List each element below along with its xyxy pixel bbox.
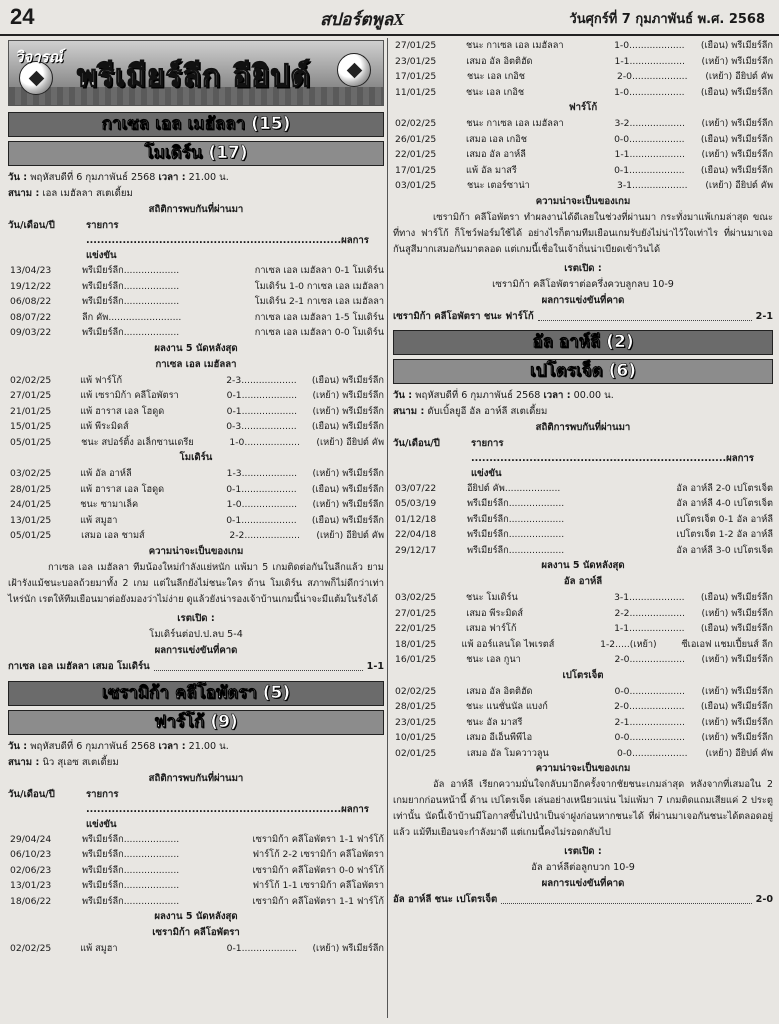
match-date: พฤหัสบดีที่ 6 กุมภาพันธ์ 2568 <box>30 740 156 752</box>
form-row <box>393 163 773 179</box>
form-competition: (เหย้า) อียิปต์ คัพ <box>705 71 773 82</box>
odds-title: เรตเปิด : <box>564 262 602 274</box>
match-venue <box>393 404 773 420</box>
form-opponent: ชนะ กาเซล เอล เมฮัลลา <box>466 40 564 51</box>
h2h-competition: พรีเมียร์ลีก................... <box>82 327 180 338</box>
form-date: 02/02/25 <box>10 943 52 954</box>
h2h-result: กาเซล เอล เมฮัลลา 0-1 โมเดิร์น <box>254 265 384 276</box>
h2h-competition: พรีเมียร์ลีก................... <box>82 296 180 307</box>
form-team-title: ฟาร์โก้ <box>568 102 598 113</box>
form-row <box>8 497 384 513</box>
form-row <box>393 116 773 132</box>
h2h-row <box>393 527 773 543</box>
left-column <box>8 40 384 957</box>
form-opponent: เสมอ เอล เกอิช <box>466 133 527 145</box>
form-row <box>393 132 773 148</box>
form-competition: (เยือน) พรีเมียร์ลีก <box>700 623 773 634</box>
odds-title: เรตเปิด : <box>177 612 215 624</box>
match-date: พฤหัสบดีที่ 6 กุมภาพันธ์ 2568 <box>415 389 541 401</box>
time-label: เวลา : <box>158 740 186 752</box>
form-row <box>8 513 384 529</box>
h2h-date: 05/03/19 <box>395 498 437 509</box>
h2h-date: 19/12/22 <box>10 280 52 292</box>
form-date: 03/02/25 <box>10 468 52 479</box>
h2h-date: 03/07/22 <box>395 482 437 494</box>
form-score: 1-3................... <box>226 468 298 479</box>
form-opponent: ชนะ แนชั่นนัล แบงก์ <box>466 701 548 712</box>
column-divider <box>387 38 388 1018</box>
prediction-row <box>393 309 773 325</box>
h2h-row <box>8 832 384 848</box>
h2h-competition: พรีเมียร์ลีก................... <box>82 849 180 860</box>
form-date: 23/01/25 <box>395 55 437 67</box>
form-row <box>8 435 384 451</box>
form-opponent: เสมอ เอล ชามส์ <box>81 530 145 541</box>
prediction-title: ผลการแข่งขันที่คาด <box>154 644 238 656</box>
form-opponent: ชนะ เอล กูนา <box>466 654 521 665</box>
h2h-result: ฟาร์โก้ 1-1 เซรามิก้า คลีโอพัตรา <box>252 880 384 891</box>
page-header <box>0 0 779 36</box>
h2h-row <box>8 878 384 894</box>
form-row <box>393 652 773 668</box>
time-label: เวลา : <box>543 389 571 401</box>
h2h-result: โมเดิร์น 2-1 กาเซล เอล เมฮัลลา <box>254 296 384 307</box>
form-opponent: ชนะ ซามาเล็ค <box>80 499 139 510</box>
venue-label: สนาม : <box>8 756 40 768</box>
h2h-result: อัล อาห์ลี 3-0 เปโตรเจ็ต <box>676 544 773 556</box>
form-competition: (เหย้า) พรีเมียร์ลีก <box>701 607 774 619</box>
form-row <box>393 69 773 85</box>
form-opponent: ชนะ เอล เกอิช <box>466 86 525 98</box>
home-team-banner: อัล อาห์ลี (2) <box>393 330 773 355</box>
form-competition: (เหย้า) พรีเมียร์ลีก <box>701 685 774 697</box>
form-score: 1-0................... <box>614 86 685 98</box>
h2h-row <box>393 481 773 497</box>
outlook-text: เซรามิก้า คลีโอพัตรา ทำผลงานได้ดีเลยในช่วงที่ผ่านมา กระทั่งมาแพ้เกมล่าสุด ขณะที่ทาง ฟาร์โก้ ก็โชว์ฟอร์มใช้ได้ อย่างไรก็ตามทีมเยือนเกมรับยังไม่น่าไว้ใจเท่าไร ที่ผ่านมาเจอกันสูสีมากเสมอกันมาตลอด แต่เกมนี้เชื่อในเจ้าถิ่นน่าเบียดเข้าวินได้ <box>393 211 773 255</box>
form-competition: (เหย้า) อียิปต์ คัพ <box>316 530 385 541</box>
section-banner <box>8 40 384 106</box>
form-competition: (เยือน) พรีเมียร์ลีก <box>700 133 773 145</box>
h2h-competition: ลีก คัพ......................... <box>82 311 182 323</box>
match-time: 21.00 น. <box>188 172 229 183</box>
h2h-row <box>393 496 773 512</box>
date-label: วัน : <box>393 389 413 401</box>
form-row <box>8 528 384 544</box>
prediction-leader <box>154 659 363 671</box>
form-date: 26/01/25 <box>395 133 437 145</box>
form-row <box>393 178 773 194</box>
form-score: 2-1................... <box>614 716 685 728</box>
form-date: 02/02/25 <box>10 374 52 386</box>
form-row <box>393 606 773 622</box>
away-team-banner: ฟาร์โก้ (9) <box>8 710 384 735</box>
form-score: 3-2................... <box>614 118 685 129</box>
h2h-row <box>8 325 384 341</box>
prediction-title: ผลการแข่งขันที่คาด <box>541 294 625 306</box>
h2h-date: 09/03/22 <box>10 327 52 338</box>
h2h-result: โมเดิร์น 1-0 กาเซล เอล เมฮัลลา <box>254 280 384 292</box>
form-date: 21/01/25 <box>10 405 52 417</box>
page-number: 24 <box>10 4 35 29</box>
h2h-result: ฟาร์โก้ 2-2 เซรามิก้า คลีโอพัตรา <box>252 849 384 860</box>
form-row <box>393 746 773 762</box>
prediction-score: 2-1 <box>755 310 773 322</box>
form-date: 05/01/25 <box>10 530 52 541</box>
venue-label: สนาม : <box>393 405 425 417</box>
prediction-row <box>8 659 384 675</box>
form-score: 0-0................... <box>614 133 685 145</box>
home-team-banner: เซรามิก้า คลีโอพัตรา (5) <box>8 681 384 706</box>
form-competition: (เหย้า) พรีเมียร์ลีก <box>701 732 774 743</box>
form-competition: (เยือน) พรีเมียร์ลีก <box>700 164 773 176</box>
form-opponent: ชนะ โมเดิร์น <box>466 592 518 603</box>
form-score: 1-1................... <box>614 623 685 634</box>
time-label: เวลา : <box>158 172 186 183</box>
h2h-result: อัล อาห์ลี 2-0 เปโตรเจ็ต <box>676 482 773 494</box>
h2h-row <box>8 279 384 295</box>
h2h-competition: พรีเมียร์ลีก................... <box>467 529 565 540</box>
form-competition: (เหย้า) พรีเมียร์ลีก <box>312 943 384 954</box>
h2h-date: 29/12/17 <box>395 544 437 556</box>
form-opponent: แพ้ สมูฮา <box>80 514 118 526</box>
away-team-banner: โมเดิร์น (17) <box>8 141 384 166</box>
form-date: 03/01/25 <box>395 180 437 191</box>
form-score: 0-0................... <box>614 685 685 697</box>
h2h-col-result: รายการ ......................................................................ผลการแข่งขัน <box>471 437 754 479</box>
h2h-result: เปโตรเจ็ต 1-2 อัล อาห์ลี <box>676 529 773 540</box>
h2h-row <box>8 863 384 879</box>
form-score: 0-1................... <box>226 390 298 401</box>
h2h-date: 06/08/22 <box>10 296 52 307</box>
form-competition: (เหย้า) พรีเมียร์ลีก <box>701 118 774 129</box>
form-title: ผลงาน 5 นัดหลังสุด <box>154 342 238 354</box>
form-date: 16/01/25 <box>395 654 437 665</box>
h2h-result: กาเซล เอล เมฮัลลา 1-5 โมเดิร์น <box>254 311 384 323</box>
h2h-competition: พรีเมียร์ลีก................... <box>467 544 565 556</box>
form-competition: (เหย้า) พรีเมียร์ลีก <box>312 499 384 510</box>
form-date: 27/01/25 <box>395 40 437 51</box>
form-title: ผลงาน 5 นัดหลังสุด <box>541 560 625 571</box>
form-score: 2-0................... <box>614 701 685 712</box>
form-date: 02/01/25 <box>395 747 437 759</box>
h2h-competition: พรีเมียร์ลีก................... <box>82 864 180 876</box>
away-team-banner: เปโตรเจ็ต (6) <box>393 359 773 384</box>
banner-headline: พรีเมียร์ลีก อียิปต์ <box>77 59 311 94</box>
form-opponent: แพ้ ออร์แลนโด ไพเรตส์ <box>461 638 555 650</box>
form-score: 1-0................... <box>614 40 685 51</box>
form-opponent: แพ้ พีระมิดส์ <box>80 421 129 432</box>
outlook-title: ความน่าจะเป็นของเกม <box>535 763 631 774</box>
form-opponent: ชนะ เตอร์ซาน่า <box>467 180 530 191</box>
venue-name: เอล เมฮัลลา สเตเดี้ยม <box>42 188 133 199</box>
form-opponent: ชนะ เอล เกอิช <box>467 71 526 82</box>
odds-title: เรตเปิด : <box>564 846 602 857</box>
form-competition: (เหย้า) พรีเมียร์ลีก <box>701 55 774 67</box>
form-team-title: เปโตรเจ็ต <box>562 669 604 681</box>
form-row <box>8 482 384 498</box>
h2h-result: เซรามิก้า คลีโอพัตรา 1-1 ฟาร์โก้ <box>252 895 384 907</box>
form-competition: (เยือน) พรีเมียร์ลีก <box>311 421 384 432</box>
outlook-text: อัล อาห์ลี เรียกความมั่นใจกลับมาอีกครั้งจากชัยชนะเกมล่าสุด หลังจากที่เสมอใน 2 เกมยากก่อนหน้านี้ ด้าน เปโตรเจ็ต เล่นอย่างเหนียวแน่น ไม่แพ้มา 7 เกมติดแถมเสียแค่ 2 ประตูเท่านั้น นัดนี้เจ้าบ้านมีโอกาสขึ้นไปนำเป็นจ่าฝูงก่อนหากชนะได้ ที่ผ่านมาเจอกันชนะได้ตลอดอยู่แล้ว แม้ทีมเยือนจะกำลังมาดี แต่เกมนี้คงไม่รอดกลับไป <box>393 779 773 838</box>
form-date: 02/02/25 <box>395 685 437 697</box>
h2h-competition: พรีเมียร์ลีก................... <box>82 833 180 845</box>
banner-kicker: วิจารณ์ <box>15 50 63 66</box>
form-score: 2-0................... <box>617 71 688 82</box>
h2h-date: 29/04/24 <box>10 833 52 845</box>
form-score: 1-1................... <box>614 149 685 160</box>
match-venue <box>8 755 384 771</box>
prediction-score: 2-0 <box>755 894 773 905</box>
form-date: 23/01/25 <box>395 716 437 728</box>
form-opponent: แพ้ ฟาร์โก้ <box>80 374 123 386</box>
date-label: วัน : <box>8 172 28 183</box>
form-opponent: เสมอ อัล อิตติฮัด <box>466 685 533 697</box>
h2h-col-result: รายการ ......................................................................ผลการแข่งขัน <box>86 788 369 830</box>
form-row <box>393 590 773 606</box>
h2h-competition: พรีเมียร์ลีก................... <box>82 280 180 292</box>
form-opponent: เสมอ อัล อิตติฮัด <box>466 55 533 67</box>
form-competition: ซีเอเอฟ แชมเปี้ยนส์ ลีก <box>681 638 773 650</box>
match-venue <box>8 186 384 202</box>
odds-value: อัล อาห์ลีต่อลูกบวก 10-9 <box>531 862 635 873</box>
form-score: 0-1................... <box>226 405 298 417</box>
form-competition: (เยือน) พรีเมียร์ลีก <box>700 592 773 603</box>
form-opponent: แพ้ อัล มาสรี <box>466 164 517 176</box>
h2h-col-date: วัน/เดือน/ปี <box>8 220 55 231</box>
match-datetime <box>8 739 384 755</box>
form-opponent: แพ้ ฮาราส เอล โฮดูด <box>80 483 165 495</box>
form-row <box>8 404 384 420</box>
form-row <box>393 147 773 163</box>
h2h-header <box>8 218 384 263</box>
form-opponent: เสมอ พีระมิดส์ <box>466 607 523 619</box>
form-date: 03/02/25 <box>395 592 437 603</box>
h2h-row <box>393 512 773 528</box>
form-competition: (เหย้า) อียิปต์ คัพ <box>705 180 773 191</box>
form-date: 02/02/25 <box>395 118 437 129</box>
form-date: 28/01/25 <box>395 701 437 712</box>
form-opponent: เสมอ อัล โมควาวลูน <box>467 747 549 759</box>
h2h-date: 18/06/22 <box>10 895 52 907</box>
form-date: 17/01/25 <box>395 164 437 176</box>
form-score: 3-1................... <box>614 592 685 603</box>
form-row <box>393 730 773 746</box>
form-competition: (เหย้า) พรีเมียร์ลีก <box>701 716 774 728</box>
h2h-title: สถิติการพบกันที่ผ่านมา <box>535 421 631 433</box>
form-row <box>393 38 773 54</box>
match-time: 21.00 น. <box>188 740 229 752</box>
match-date: พฤหัสบดีที่ 6 กุมภาพันธ์ 2568 <box>30 172 156 183</box>
form-opponent: เสมอ อัล อาห์ลี <box>466 149 526 160</box>
match-datetime <box>8 170 384 186</box>
form-competition: (เยือน) พรีเมียร์ลีก <box>311 514 384 526</box>
h2h-competition: พรีเมียร์ลีก................... <box>82 265 180 276</box>
form-opponent: ชนะ กาเซล เอล เมฮัลลา <box>466 118 564 129</box>
h2h-date: 13/01/23 <box>10 880 52 891</box>
form-row <box>8 388 384 404</box>
h2h-row <box>8 310 384 326</box>
h2h-competition: อียิปต์ คัพ................... <box>467 482 561 494</box>
outlook-title: ความน่าจะเป็นของเกม <box>148 545 244 557</box>
form-row <box>393 54 773 70</box>
prediction-score: 1-1 <box>366 660 384 672</box>
prediction-text: กาเซล เอล เมฮัลลา เสมอ โมเดิร์น <box>8 660 150 672</box>
form-score: 0-1................... <box>614 164 685 176</box>
h2h-competition: พรีเมียร์ลีก................... <box>467 513 565 525</box>
prediction-leader <box>538 309 752 321</box>
venue-name: นิว สุเอซ สเตเดี้ยม <box>42 756 119 768</box>
form-score: 0-0................... <box>617 747 688 759</box>
form-date: 17/01/25 <box>395 71 437 82</box>
h2h-row <box>8 894 384 910</box>
h2h-date: 06/10/23 <box>10 849 52 860</box>
form-row <box>393 715 773 731</box>
form-title: ผลงาน 5 นัดหลังสุด <box>154 911 238 922</box>
form-date: 10/01/25 <box>395 732 437 743</box>
form-date: 27/01/25 <box>10 390 52 401</box>
form-team-title: กาเซล เอล เมฮัลลา <box>155 358 237 370</box>
h2h-result: เซรามิก้า คลีโอพัตรา 1-1 ฟาร์โก้ <box>252 833 384 845</box>
h2h-row <box>8 263 384 279</box>
prediction-text: เซรามิก้า คลีโอพัตรา ชนะ ฟาร์โก้ <box>393 310 534 322</box>
home-team-banner: กาเซล เอล เมฮัลลา (15) <box>8 112 384 137</box>
date-label: วัน : <box>8 740 28 752</box>
form-row <box>393 684 773 700</box>
form-row <box>393 699 773 715</box>
venue-name: ดับเบิ้ลยูอี อัล อาห์ลี สเตเดี้ยม <box>427 405 548 417</box>
issue-date: วันศุกร์ที่ 7 กุมภาพันธ์ พ.ศ. 2568 <box>569 12 765 27</box>
match-datetime <box>393 388 773 404</box>
form-score: 1-1................... <box>614 55 685 67</box>
h2h-competition: พรีเมียร์ลีก................... <box>467 498 565 509</box>
form-competition: (เยือน) พรีเมียร์ลีก <box>311 374 384 386</box>
outlook-title: ความน่าจะเป็นของเกม <box>535 195 631 207</box>
form-score: 1-2.....(เหย้า) <box>600 638 657 650</box>
h2h-competition: พรีเมียร์ลีก................... <box>82 880 180 891</box>
masthead: สปอร์ตพูลX <box>320 10 405 29</box>
form-date: 27/01/25 <box>395 607 437 619</box>
form-score: 0-3................... <box>226 421 297 432</box>
form-row <box>393 637 773 653</box>
form-score: 0-1................... <box>226 943 298 954</box>
form-score: 2-0................... <box>614 654 685 665</box>
form-date: 13/01/25 <box>10 514 52 526</box>
h2h-date: 13/04/23 <box>10 265 52 276</box>
form-date: 28/01/25 <box>10 483 52 495</box>
h2h-result: เปโตรเจ็ต 0-1 อัล อาห์ลี <box>676 513 773 525</box>
odds-value: โมเดิร์นต่อป.ป.ลบ 5-4 <box>149 628 243 640</box>
h2h-date: 02/06/23 <box>10 864 52 876</box>
form-team-title: อัล อาห์ลี <box>563 576 603 587</box>
h2h-result: กาเซล เอล เมฮัลลา 0-0 โมเดิร์น <box>254 327 384 338</box>
right-column <box>393 38 773 908</box>
form-team-title: โมเดิร์น <box>179 452 213 463</box>
venue-label: สนาม : <box>8 188 40 199</box>
prediction-row <box>393 892 773 908</box>
h2h-row <box>8 294 384 310</box>
h2h-header <box>8 787 384 832</box>
form-row <box>8 466 384 482</box>
form-competition: (เยือน) พรีเมียร์ลีก <box>311 483 384 495</box>
outlook-text: กาเซล เอล เมฮัลลา ทีมน้องใหม่กำลังแย่หนัก แพ้มา 5 เกมติดต่อกันในลีกแล้ว ยามเฝ้ารังแม้ชนะบอลถ้วยมาทั้ง 2 เกม แต่ในลีกยังไม่ชนะใคร ด้าน โมเดิร์น สภาพก็ไม่ดีกว่าเท่าไหร่นัก เรตให้ทีมเยือนมาต่อยังมองว่าไม่ง่าย ดูแล้วยังน่ารองเจ้าบ้านเกมนี้น่าจะมีแต้มในรังได้ <box>8 561 384 605</box>
form-score: 0-1................... <box>226 514 297 526</box>
form-row <box>8 419 384 435</box>
form-score: 1-0................... <box>226 499 298 510</box>
match-time: 00.00 น. <box>573 389 614 401</box>
form-competition: (เหย้า) อียิปต์ คัพ <box>316 436 385 448</box>
h2h-date: 22/04/18 <box>395 529 437 540</box>
h2h-competition: พรีเมียร์ลีก................... <box>82 895 180 907</box>
form-opponent: แพ้ ฮาราส เอล โฮดูด <box>80 405 165 417</box>
h2h-title: สถิติการพบกันที่ผ่านมา <box>148 204 244 215</box>
form-row <box>8 941 384 957</box>
football-icon <box>337 53 371 87</box>
form-competition: (เยือน) พรีเมียร์ลีก <box>700 701 773 712</box>
form-competition: (เหย้า) พรีเมียร์ลีก <box>312 468 384 479</box>
form-date: 24/01/25 <box>10 499 52 510</box>
form-competition: (เหย้า) พรีเมียร์ลีก <box>312 390 384 401</box>
form-competition: (เหย้า) พรีเมียร์ลีก <box>701 149 774 160</box>
h2h-row <box>8 847 384 863</box>
form-score: 3-1................... <box>617 180 688 191</box>
form-opponent: เสมอ ฟาร์โก้ <box>466 623 517 634</box>
form-date: 05/01/25 <box>10 436 52 448</box>
form-opponent: แพ้ สมูฮา <box>80 943 118 954</box>
form-competition: (เยือน) พรีเมียร์ลีก <box>700 40 773 51</box>
form-competition: (เยือน) พรีเมียร์ลีก <box>700 86 773 98</box>
prediction-text: อัล อาห์ลี ชนะ เปโตรเจ็ต <box>393 894 498 905</box>
prediction-leader <box>501 892 751 904</box>
h2h-col-date: วัน/เดือน/ปี <box>393 437 440 449</box>
form-score: 2-2................... <box>229 530 300 541</box>
odds-value: เซรามิก้า คลีโอพัตราต่อครึ่งควบลูกลบ 10-9 <box>492 278 674 290</box>
prediction-title: ผลการแข่งขันที่คาด <box>541 878 625 889</box>
form-opponent: เสมอ อีเอ็นพีพีไอ <box>466 732 533 743</box>
form-row <box>393 621 773 637</box>
form-score: 0-1................... <box>226 483 297 495</box>
form-date: 22/01/25 <box>395 623 437 634</box>
h2h-title: สถิติการพบกันที่ผ่านมา <box>148 772 244 784</box>
form-team-title: เซรามิก้า คลีโอพัตรา <box>152 927 240 938</box>
h2h-result: อัล อาห์ลี 4-0 เปโตรเจ็ต <box>676 498 773 509</box>
form-date: 22/01/25 <box>395 149 437 160</box>
form-score: 0-0................... <box>614 732 685 743</box>
form-score: 2-3................... <box>226 374 297 386</box>
form-competition: (เหย้า) พรีเมียร์ลีก <box>312 405 384 417</box>
h2h-row <box>393 543 773 559</box>
form-score: 2-2................... <box>614 607 685 619</box>
form-competition: (เหย้า) พรีเมียร์ลีก <box>701 654 774 665</box>
form-date: 18/01/25 <box>395 638 437 650</box>
h2h-col-date: วัน/เดือน/ปี <box>8 788 55 800</box>
h2h-result: เซรามิก้า คลีโอพัตรา 0-0 ฟาร์โก้ <box>252 864 384 876</box>
form-opponent: แพ้ เซรามิก้า คลีโอพัตรา <box>80 390 179 401</box>
form-competition: (เหย้า) อียิปต์ คัพ <box>705 747 773 759</box>
form-row <box>8 373 384 389</box>
h2h-date: 01/12/18 <box>395 513 437 525</box>
form-opponent: ชนะ สปอร์ติ้ง อเล็กซานเดรีย <box>81 436 194 448</box>
form-opponent: แพ้ อัล อาห์ลี <box>80 468 132 479</box>
form-score: 1-0................... <box>229 436 300 448</box>
form-date: 15/01/25 <box>10 421 52 432</box>
h2h-header <box>393 436 773 481</box>
form-opponent: ชนะ อัล มาสรี <box>466 716 523 728</box>
h2h-date: 08/07/22 <box>10 311 52 323</box>
h2h-col-result: รายการ ......................................................................ผลการแข่งขัน <box>86 220 369 261</box>
form-date: 11/01/25 <box>395 86 437 98</box>
form-row <box>393 85 773 101</box>
